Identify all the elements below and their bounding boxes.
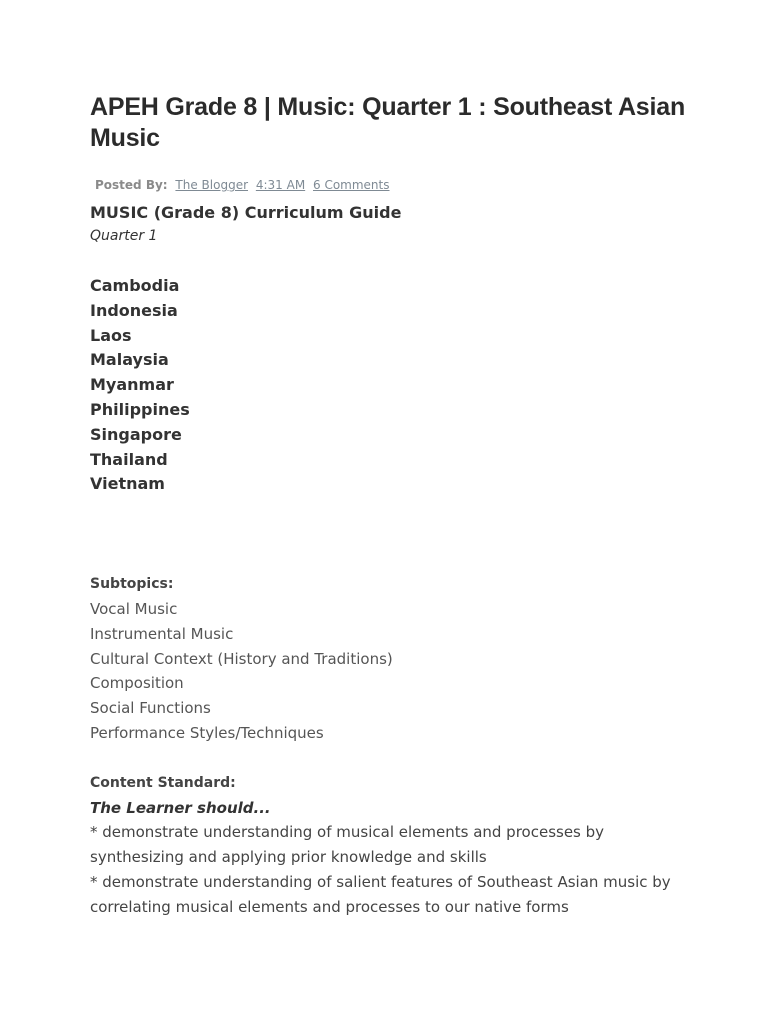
content-standard-heading: Content Standard: (90, 774, 236, 791)
guide-title: MUSIC (Grade 8) Curriculum Guide (90, 203, 402, 222)
list-item: Indonesia (90, 300, 178, 320)
content-standard-section (90, 771, 690, 920)
list-item: Philippines (90, 399, 190, 419)
comments-link[interactable]: 6 Comments (313, 178, 390, 192)
list-item: Performance Styles/Techniques (90, 723, 324, 742)
list-item: Malaysia (90, 350, 169, 370)
quarter-label: Quarter 1 (90, 228, 158, 244)
subtopics-section (90, 572, 690, 746)
list-item: Laos (90, 325, 132, 345)
list-item: Thailand (90, 449, 168, 469)
country-list (90, 274, 690, 497)
list-item: Instrumental Music (90, 624, 234, 643)
post-meta (95, 178, 690, 192)
posted-by-label: Posted By: (95, 178, 168, 192)
subtopics-list (90, 597, 690, 746)
timestamp-link[interactable]: 4:31 AM (255, 178, 306, 192)
standard-item: * demonstrate understanding of musical elements and processes by synthesizing and applying prior knowledge and skills (90, 823, 605, 867)
post-title: APEH Grade 8 | Music: Quarter 1 : Southeast Asian Music (90, 93, 686, 152)
list-item: Vocal Music (90, 599, 178, 618)
author-link[interactable]: The Blogger (175, 178, 249, 192)
post-content (90, 92, 690, 920)
learner-line: The Learner should... (90, 798, 271, 817)
list-item: Composition (90, 674, 184, 693)
subtopics-heading: Subtopics: (90, 576, 174, 593)
list-item: Social Functions (90, 699, 211, 718)
list-item: Vietnam (90, 474, 165, 494)
standard-item: * demonstrate understanding of salient features of Southeast Asian music by correlating musical elements and processes to our native forms (90, 872, 671, 916)
list-item: Cultural Context (History and Traditions) (90, 649, 393, 668)
list-item: Singapore (90, 424, 182, 444)
list-item: Cambodia (90, 276, 180, 295)
list-item: Myanmar (90, 375, 174, 395)
